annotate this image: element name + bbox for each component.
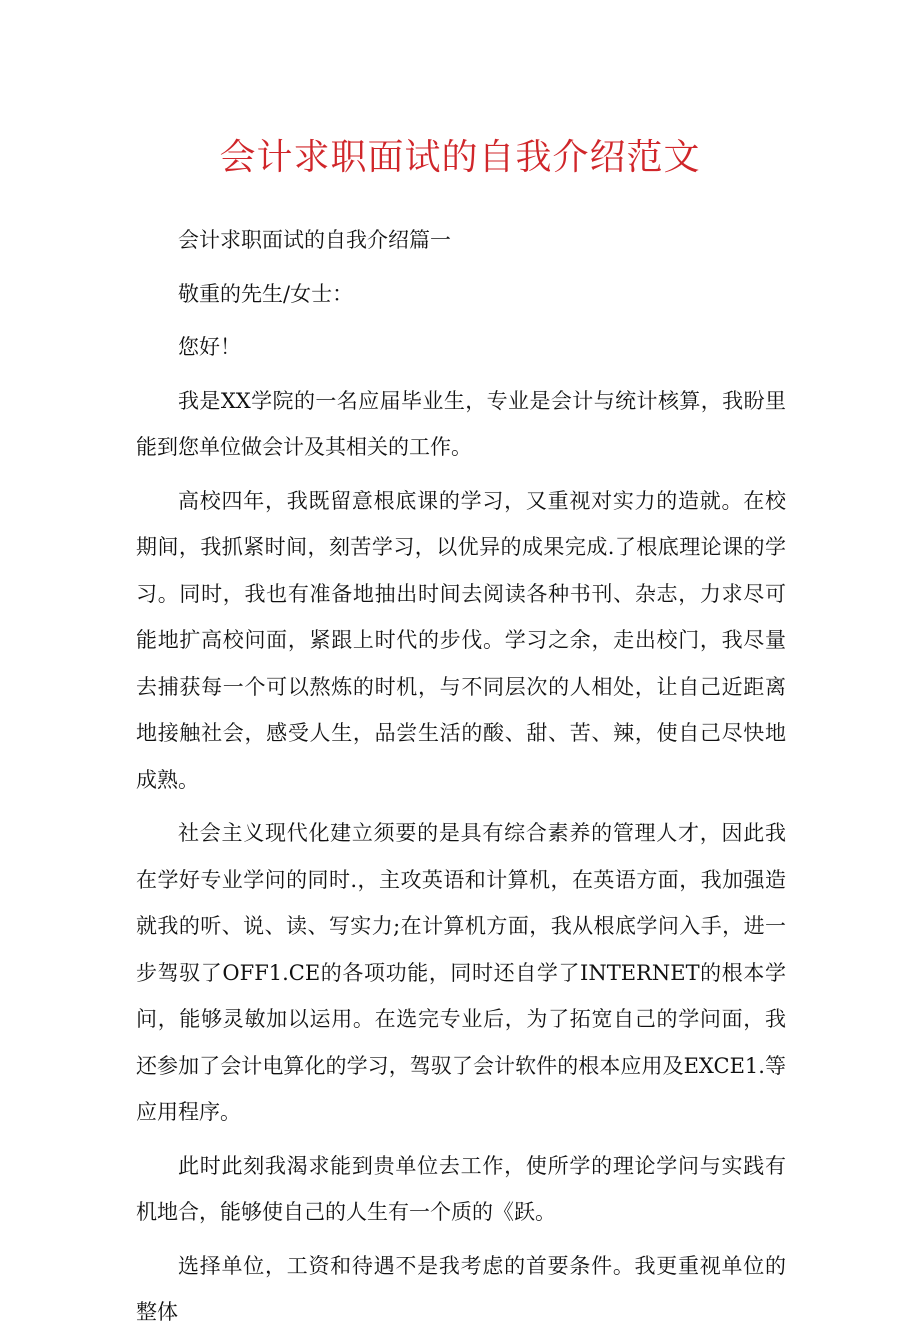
paragraph-priorities: 选择单位，工资和待遇不是我考虑的首要条件。我更重视单位的整体 — [136, 1253, 786, 1324]
paragraph-skills: 社会主义现代化建立须要的是具有综合素养的管理人才，因此我在学好专业学问的同时.，主攻英语和计算机，在英语方面，我加强造就我的听、说、读、写实力;在计算机方面，我从根底学问入手，进一步驾驭了OFF1.CE的各项功能，同时还自学了INTERNET的根本学问，能够灵敏加以运用。在选完专业后，为了拓宽自己的学问面，我还参加了会计电算化的学习，驾驭了会计软件的根本应用及EXCE1.等应用程序。 — [136, 821, 786, 1124]
salutation: 敬重的先生/女士： — [178, 281, 354, 306]
paragraph-motivation: 此时此刻我渴求能到贵单位去工作，使所学的理论学问与实践有机地合，能够使自己的人生有一个质的《跃。 — [136, 1153, 786, 1224]
paragraph-university: 高校四年，我既留意根底课的学习，又重视对实力的造就。在校期间，我抓紧时间，刻苦学习，以优异的成果完成.了根底理论课的学习。同时，我也有准备地抽出时间去阅读各种书刊、杂志，力求尽可能地扩高校问面，紧跟上时代的步伐。学习之余，走出校门，我尽量去捕获每一个可以熬炼的时机，与不同层次的人相处，让自己近距离地接触社会，感受人生，品尝生活的酸、甜、苦、辣，使自己尽快地成熟。 — [136, 488, 786, 792]
document-title: 会计求职面试的自我介绍范文 — [219, 137, 701, 178]
paragraph-intro: 我是XX学院的一名应届毕业生，专业是会计与统计核算，我盼里能到您单位做会计及其相关的工作。 — [136, 388, 786, 459]
document-body — [136, 217, 786, 1343]
greeting: 您好！ — [178, 335, 241, 359]
section-heading: 会计求职面试的自我介绍篇一 — [178, 228, 451, 252]
